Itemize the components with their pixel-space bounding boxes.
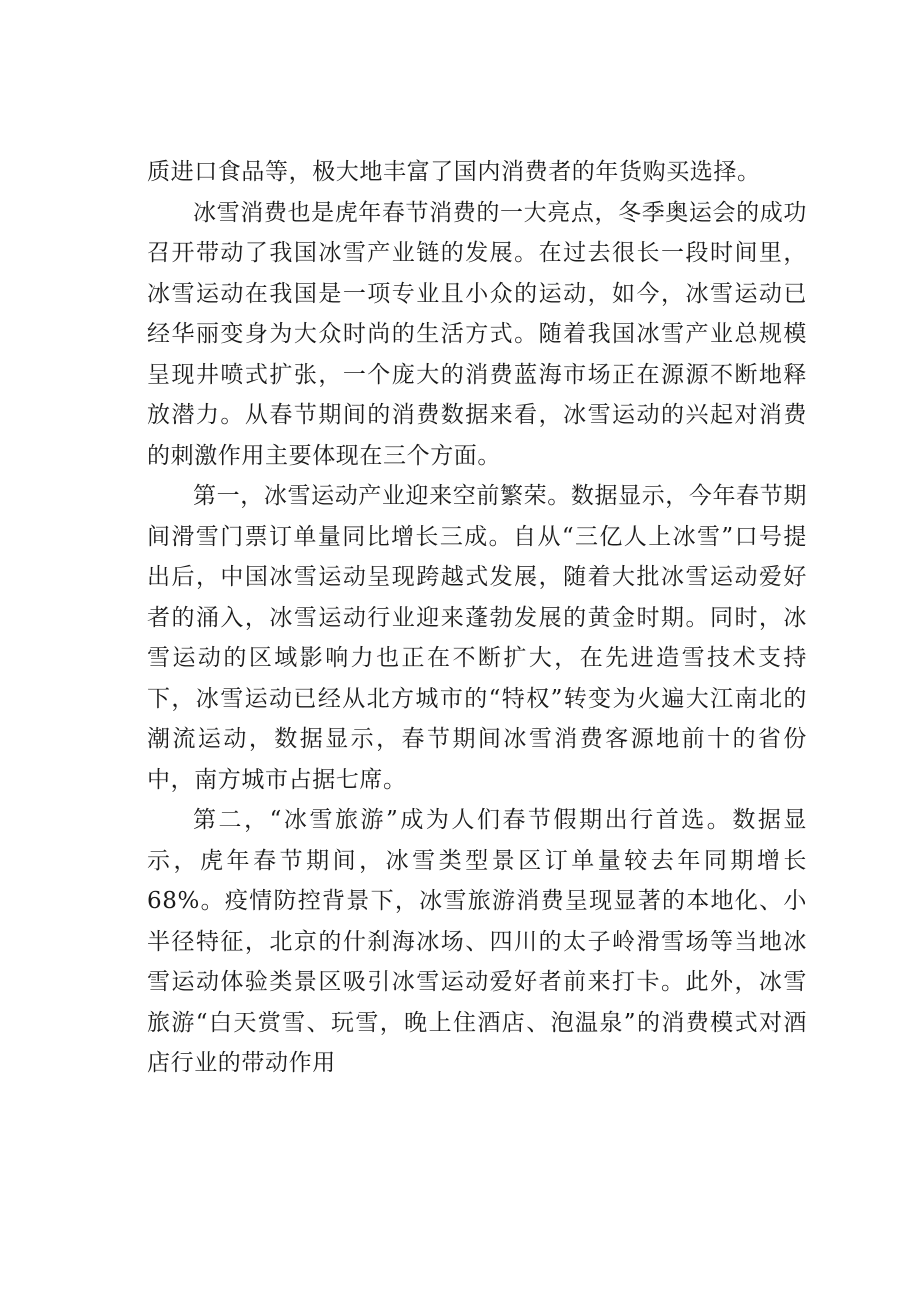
paragraph-first-point: 第一，冰雪运动产业迎来空前繁荣。数据显示，今年春节期间滑雪门票订单量同比增长三成。自从“三亿人上冰雪”口号提出后，中国冰雪运动呈现跨越式发展，随着大批冰雪运动爱好者的涌入，冰雪运动行业迎来蓬勃发展的黄金时期。同时，冰雪运动的区域影响力也正在不断扩大，在先进造雪技术支持下，冰雪运动已经从北方城市的“特权”转变为火遍大江南北的潮流运动，数据显示，春节期间冰雪消费客源地前十的省份中，南方城市占据七席。 [147, 483, 807, 793]
body-text [147, 152, 807, 1084]
paragraph-ice-snow-consumption: 冰雪消费也是虎年春节消费的一大亮点，冬季奥运会的成功召开带动了我国冰雪产业链的发展。在过去很长一段时间里，冰雪运动在我国是一项专业且小众的运动，如今，冰雪运动已经华丽变身为大众时尚的生活方式。随着我国冰雪产业总规模呈现井喷式扩张，一个庞大的消费蓝海市场正在源源不断地释放潜力。从春节期间的消费数据来看，冰雪运动的兴起对消费的刺激作用主要体现在三个方面。 [147, 199, 807, 469]
paragraph-second-point: 第二，“冰雪旅游”成为人们春节假期出行首选。数据显示，虎年春节期间，冰雪类型景区订单量较去年同期增长68%。疫情防控背景下，冰雪旅游消费呈现显著的本地化、小半径特征，北京的什刹海冰场、四川的太子岭滑雪场等当地冰雪运动体验类景区吸引冰雪运动爱好者前来打卡。此外，冰雪旅游“白天赏雪、玩雪，晚上住酒店、泡温泉”的消费模式对酒店行业的带动作用 [147, 807, 807, 1076]
paragraph-continuation: 质进口食品等，极大地丰富了国内消费者的年货购买选择。 [147, 159, 761, 185]
